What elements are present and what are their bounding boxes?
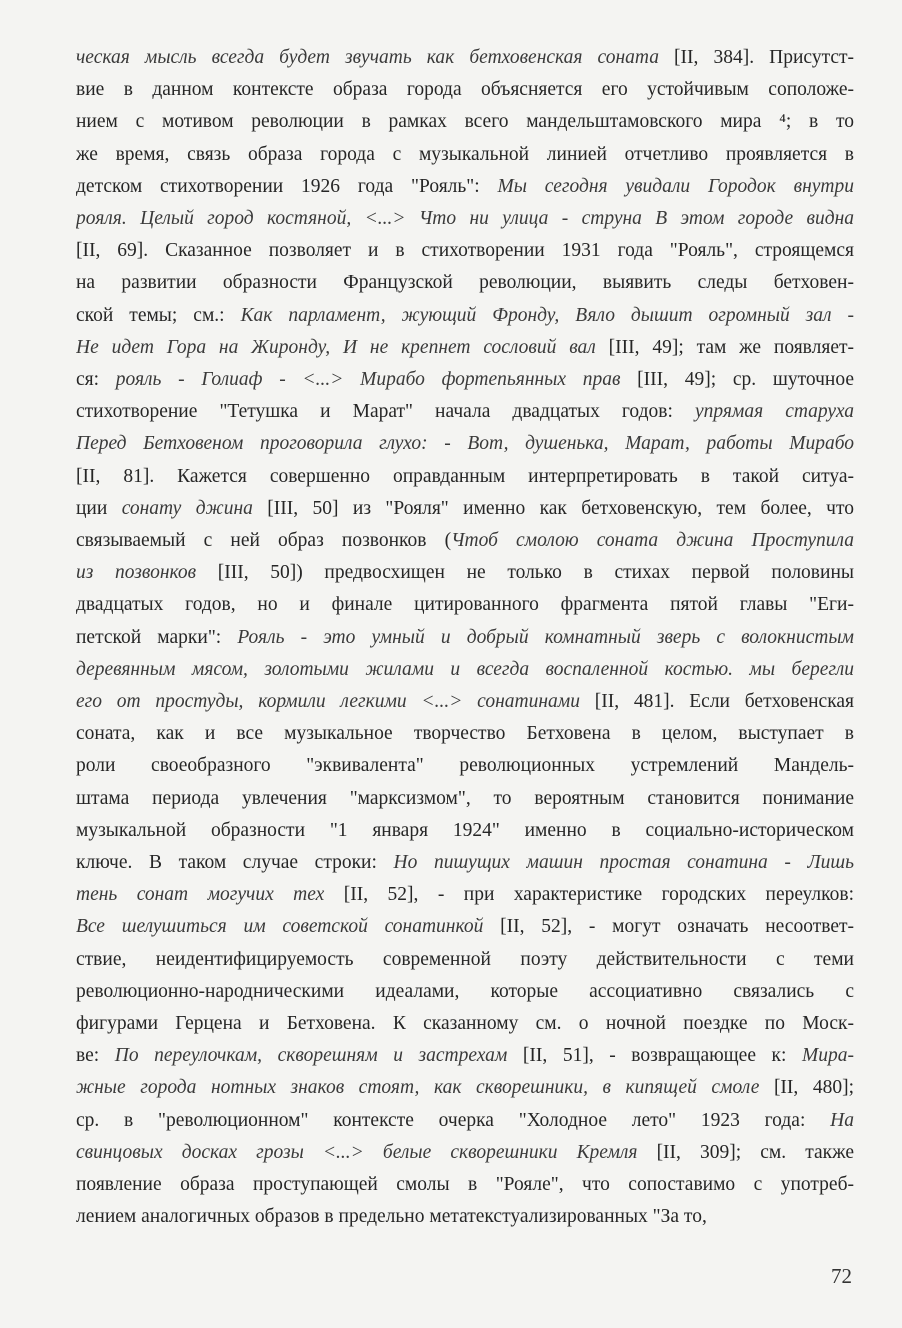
text-span: ключе. В таком случае строки: [76,852,394,873]
text-span: фигурами Герцена и Бетховена. К сказанному см. о ночной поездке по Моск- [76,1013,854,1034]
italic-quote: Не идет Гора на Жиронду, И не крепнет сословий вал [76,336,596,358]
italic-quote: Мы сегодня увидали Городок внутри [497,175,854,197]
text-line [76,493,854,525]
text-line [76,1105,854,1137]
text-line [76,74,854,106]
text-span: соната, как и все музыкальное творчество Бетховена в целом, выступает в [76,723,854,745]
text-span: [III, 50] из "Рояля" именно как бетховенскую, тем более, что [252,497,854,519]
text-line [76,106,854,138]
text-line [76,332,854,364]
italic-quote: из позвонков [76,562,197,584]
text-span: [II, 81]. Кажется совершенно оправданным интерпретировать в такой ситуа- [76,465,854,487]
text-line [76,622,854,654]
text-span: [II, 69]. Сказанное позволяет и в стихотворении 1931 года "Рояль", строящемся [76,240,854,262]
italic-quote: тень сонат могучих тех [76,884,325,906]
italic-quote: его от простуды, кормили легкими <...> сонатинами [76,691,580,712]
italic-quote: Но пишущих машин простая сонатина - Лишь [393,852,854,873]
text-line [76,1169,854,1201]
italic-quote: На [830,1109,854,1131]
text-span: ср. в "революционном" контексте очерка "Холодное лето" 1923 года: [76,1109,831,1131]
text-line [76,589,854,621]
page-number: 72 [831,1264,852,1288]
text-line [76,300,854,332]
text-span: [II, 481]. Если бетховенская [579,691,854,712]
text-line [76,396,854,428]
text-line [76,718,854,750]
text-line [76,235,854,267]
text-span: лением аналогичных образов в предельно метатекстуализированных "За то, [76,1206,707,1228]
text-span: [II, 309]; см. также [637,1141,854,1163]
text-span: ве: [76,1045,115,1067]
italic-quote: Чтоб смолою соната джина Проступила [451,530,854,551]
text-span: двадцатых годов, но и финале цитированного фрагмента пятой главы "Еги- [76,594,854,616]
text-line [76,1201,854,1233]
text-span: ся: [76,369,116,390]
text-line [76,1040,854,1072]
text-span: штама периода увлечения "марксизмом", то вероятным становится понимание [76,787,854,809]
text-line [76,976,854,1008]
text-span: же время, связь образа города с музыкальной линией отчетливо проявляется в [76,143,854,165]
text-span: [II, 52], - могут означать несоответ- [483,916,854,938]
italic-quote: рояля. Целый город костяной, <...> Что ни улица - струна В этом городе видна [76,208,854,229]
text-line [76,879,854,911]
italic-quote: жные города нотных знаков стоят, как скворешники, в кипящей смоле [76,1077,760,1099]
italic-quote: Рояль - это умный и добрый комнатный зверь с волокнистым [237,626,854,648]
text-span: [III, 50]) предвосхищен не только в стихах первой половины [196,562,854,584]
italic-quote: деревянным мясом, золотыми жилами и всегда воспаленной костью. мы берегли [76,658,854,680]
text-span: ствие, неидентифицируемость современной поэту действительности с теми [76,948,854,970]
italic-quote: сонату джина [121,497,253,519]
italic-quote: Как парламент, жующий Фронду, Вяло дышит огромный зал - [240,304,854,326]
text-span: вие в данном контексте образа города объясняется его устойчивым соположе- [76,79,854,101]
text-line [76,525,854,557]
italic-quote: Перед Бетховеном проговорила глухо: - Вот, душенька, Марат, работы Мирабо [76,433,854,455]
text-line [76,171,854,203]
italic-quote: Мира- [802,1045,854,1067]
text-line [76,42,854,74]
text-span: [II, 480]; [759,1077,854,1099]
text-line [76,847,854,879]
italic-quote: свинцовых досках грозы <...> белые скворешники Кремля [76,1141,638,1163]
text-line [76,203,854,235]
text-line [76,911,854,943]
text-line [76,428,854,460]
text-span: на развитии образности Французской революции, выявить следы бетховен- [76,272,854,294]
text-span: связываемый с ней образ позвонков ( [76,530,452,551]
text-line [76,750,854,782]
text-span: революционно-народническими идеалами, которые ассоциативно связались с [76,980,854,1002]
text-span: появление образа проступающей смолы в "Рояле", что сопоставимо с употреб- [76,1174,854,1195]
text-span: стихотворение "Тетушка и Марат" начала двадцатых годов: [76,401,695,423]
text-line [76,686,854,718]
text-line [76,557,854,589]
text-line [76,267,854,299]
italic-quote: ческая мысль всегда будет звучать как бетховенская соната [76,47,659,68]
text-line [76,1072,854,1104]
text-span: роли своеобразного "эквивалента" революционных устремлений Мандель- [76,755,854,777]
text-line [76,783,854,815]
text-line [76,461,854,493]
text-span: [II, 51], - возвращающее к: [507,1045,802,1067]
text-span: [III, 49]; там же появляет- [595,336,854,358]
text-line [76,654,854,686]
text-line [76,1137,854,1169]
italic-quote: рояль - Голиаф - <...> Мирабо фортепьянных прав [115,369,621,390]
text-span: ской темы; см.: [76,304,241,326]
text-line [76,1008,854,1040]
italic-quote: Все шелушиться им советской сонатинкой [76,916,484,938]
text-line [76,815,854,847]
text-span: петской марки": [76,626,238,648]
italic-quote: упрямая старуха [694,401,854,423]
text-span: музыкальной образности "1 января 1924" именно в социально-историческом [76,819,854,841]
text-span: детском стихотворении 1926 года "Рояль": [76,175,498,197]
text-line [76,139,854,171]
italic-quote: По переулочкам, скворешням и застрехам [114,1045,508,1067]
text-span: [III, 49]; ср. шуточное [620,369,854,390]
text-span: [II, 384]. Присутст- [658,47,854,68]
text-span: [II, 52], - при характеристике городских переулков: [324,884,854,906]
text-span: нием с мотивом революции в рамках всего мандельштамовского мира ⁴; в то [76,111,854,133]
text-line [76,944,854,976]
text-span: ции [76,497,122,519]
text-line [76,364,854,396]
